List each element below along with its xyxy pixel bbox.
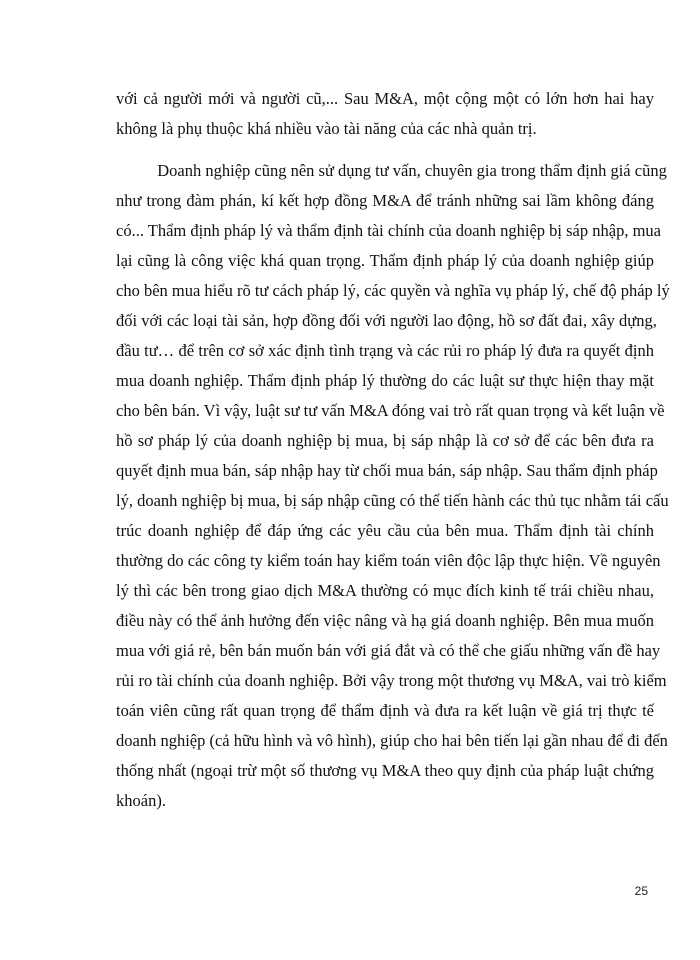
- text-line: như trong đàm phán, kí kết hợp đồng M&A để tránh những sai lầm không đáng: [116, 191, 654, 210]
- text-line: trúc doanh nghiệp để đáp ứng các yêu cầu của bên mua. Thẩm định tài chính: [116, 521, 654, 540]
- text-line: đối với các loại tài sản, hợp đồng đối với người lao động, hồ sơ đất đai, xây dựng,: [116, 311, 657, 330]
- text-line: doanh nghiệp (cả hữu hình và vô hình), giúp cho hai bên tiến lại gần nhau để đi đến: [116, 731, 668, 750]
- text-line: không là phụ thuộc khá nhiều vào tài năng của các nhà quản trị.: [116, 119, 537, 138]
- text-line: thường do các công ty kiểm toán hay kiểm toán viên độc lập thực hiện. Về nguyên: [116, 551, 661, 570]
- text-line: toán viên cũng rất quan trọng để thẩm định và đưa ra kết luận về giá trị thực tế: [116, 701, 654, 720]
- text-line: điều này có thể ảnh hưởng đến việc nâng và hạ giá doanh nghiệp. Bên mua muốn: [116, 611, 654, 630]
- text-line: hồ sơ pháp lý của doanh nghiệp bị mua, bị sáp nhập là cơ sở để các bên đưa ra: [116, 431, 654, 450]
- paragraph-1: [116, 84, 654, 144]
- paragraph-spacing: [116, 144, 654, 156]
- text-line: cho bên mua hiểu rõ tư cách pháp lý, các quyền và nghĩa vụ pháp lý, chế độ pháp lý: [116, 281, 670, 300]
- page-number: 25: [634, 884, 648, 898]
- text-line: cho bên bán. Vì vậy, luật sư tư vấn M&A đóng vai trò rất quan trọng và kết luận về: [116, 401, 665, 420]
- text-line: quyết định mua bán, sáp nhập hay từ chối mua bán, sáp nhập. Sau thẩm định pháp: [116, 461, 658, 480]
- text-line: khoán).: [116, 791, 166, 810]
- text-line: mua doanh nghiệp. Thẩm định pháp lý thường do các luật sư thực hiện thay mặt: [116, 371, 654, 390]
- text-line: với cả người mới và người cũ,... Sau M&A, một cộng một có lớn hơn hai hay: [116, 89, 654, 108]
- text-line: mua với giá rẻ, bên bán muốn bán với giá đắt và có thể che giấu những vấn đề hay: [116, 641, 661, 660]
- text-line: lại cũng là công việc khá quan trọng. Thẩm định pháp lý của doanh nghiệp giúp: [116, 251, 654, 270]
- paragraph-2: [116, 156, 670, 816]
- text-line: đầu tư… để trên cơ sở xác định tình trạng và các rủi ro pháp lý đưa ra quyết định: [116, 341, 654, 360]
- text-line: rủi ro tài chính của doanh nghiệp. Bởi vậy trong một thương vụ M&A, vai trò kiểm: [116, 671, 667, 690]
- text-line: Doanh nghiệp cũng nên sử dụng tư vấn, chuyên gia trong thẩm định giá cũng: [116, 161, 667, 180]
- body-text: [116, 84, 670, 816]
- text-line: lý, doanh nghiệp bị mua, bị sáp nhập cũng có thể tiến hành các thủ tục nhằm tái cấu: [116, 491, 669, 510]
- text-line: lý thì các bên trong giao dịch M&A thường có mục đích kinh tế trái chiều nhau,: [116, 581, 654, 600]
- text-line: có... Thẩm định pháp lý và thẩm định tài chính của doanh nghiệp bị sáp nhập, mua: [116, 221, 661, 240]
- text-line: thống nhất (ngoại trừ một số thương vụ M&A theo quy định của pháp luật chứng: [116, 761, 654, 780]
